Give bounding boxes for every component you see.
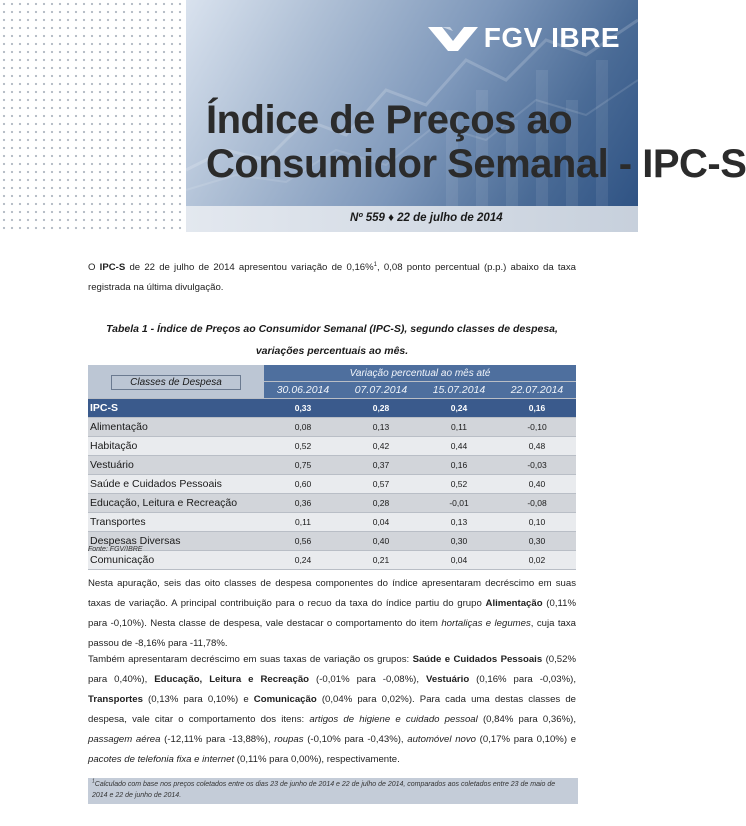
table-row [88,513,576,532]
table-source: Fonte: FGV/IBRE [88,546,143,553]
footnote [92,779,572,801]
group-name: Alimentação [485,598,543,609]
cell-value: 0,13 [342,418,420,437]
cell-value: 0,04 [420,551,498,570]
report-banner [0,0,746,232]
cell-value: 0,57 [342,475,420,494]
body-text: (0,52% para 0,40%), [88,654,576,685]
table-row [88,418,576,437]
intro-ipcs: IPC-S [99,262,126,273]
row-label: Transportes [88,513,264,532]
table-caption-line1: Tabela 1 - Índice de Preços ao Consumidor Semanal (IPC-S), segundo classes de despesa, [106,323,558,335]
body-text: (0,04% para 0,02%). Para cada uma destas classes de despesa, vale citar o comportamento dos itens: [88,694,576,725]
header-group: Variação percentual ao mês até [264,365,576,382]
intro-paragraph [88,258,576,298]
dot-pattern [0,0,200,232]
cell-value: 0,30 [420,532,498,551]
cell-value: 0,24 [264,551,342,570]
cell-value: 0,28 [342,494,420,513]
cell-value: 0,52 [264,437,342,456]
cell-value: 0,40 [342,532,420,551]
body-text: (0,11% para 0,00%), respectivamente. [234,754,400,765]
body-text: (-0,10% para -0,43%), [303,734,408,745]
page-title-line1: Índice de Preços ao [206,98,573,142]
cell-value: 0,36 [264,494,342,513]
cell-value: 0,16 [420,456,498,475]
issue-info: Nº 559 ♦ 22 de julho de 2014 [350,212,503,224]
group-name: Comunicação [253,694,317,705]
row-label: Saúde e Cuidados Pessoais [88,475,264,494]
body-text: (-12,11% para -13,88%), [160,734,275,745]
table-caption [88,318,576,362]
cell-value: 0,30 [498,532,576,551]
footnote-text: Calculado com base nos preços coletados entre os dias 23 de junho de 2014 e 22 de julho de 2014, comparados aos coletados entre 23 de maio de 2014 e 22 de junho de 2014. [92,781,556,799]
cell-value: 0,21 [342,551,420,570]
body-text: (0,11% para -0,10%). Nesta classe de despesa, vale destacar o comportamento do item [88,598,576,629]
brand-name: FGV IBRE [483,22,620,53]
cell-value: 0,75 [264,456,342,475]
header-date: 22.07.2014 [498,382,576,399]
table-row [88,437,576,456]
group-name: Vestuário [426,674,470,685]
table-row [88,456,576,475]
group-name: Saúde e Cuidados Pessoais [412,654,543,665]
price-index-table [88,365,576,570]
cell-value: 0,48 [498,437,576,456]
group-name: Educação, Leitura e Recreação [154,674,310,685]
cell-value: 0,33 [264,399,342,418]
body-text: (0,16% para -0,03%), [469,674,576,685]
body-text: (0,17% para 0,10%) e [476,734,577,745]
body-text: Também apresentaram decréscimo em suas taxas de variação os grupos: [88,654,413,665]
body-text: Nesta apuração, seis das oito classes de despesa componentes do índice apresentaram decréscimo em suas taxas de variação. A principal contribuição para o recuo da taxa do índice partiu do grupo [88,578,576,609]
cell-value: -0,10 [498,418,576,437]
cell-value: 0,16 [498,399,576,418]
intro-text: O [88,262,100,273]
row-label: Habitação [88,437,264,456]
header-classes [88,365,264,399]
table-header-row [88,365,576,382]
footnote-number: 1 [92,778,95,785]
table-row [88,475,576,494]
cell-value: 0,11 [420,418,498,437]
cell-value: 0,37 [342,456,420,475]
cell-value: 0,13 [420,513,498,532]
cell-value: 0,04 [342,513,420,532]
item-name: hortaliças e legumes [441,618,531,629]
header-date: 07.07.2014 [342,382,420,399]
table-row [88,494,576,513]
row-label: Alimentação [88,418,264,437]
header-date: 15.07.2014 [420,382,498,399]
header-classes-label: Classes de Despesa [111,375,241,390]
table-row [88,551,576,570]
cell-value: 0,24 [420,399,498,418]
item-name: automóvel novo [407,734,477,745]
intro-text: , 0,08 ponto percentual (p.p.) abaixo da taxa registrada na última divulgação. [88,262,577,293]
row-label: Vestuário [88,456,264,475]
cell-value: 0,10 [498,513,576,532]
cell-value: 0,52 [420,475,498,494]
table-caption-line2: variações percentuais ao mês. [255,345,409,357]
footnote-ref: 1 [373,261,378,268]
paragraph-summary [88,574,576,654]
item-name: pacotes de telefonia fixa e internet [88,754,235,765]
cell-value: 0,60 [264,475,342,494]
page-title-line2: Consumidor Semanal - IPC-S [206,142,746,186]
intro-text: de 22 de julho de 2014 apresentou variação de 0,16% [125,262,374,273]
row-label: IPC-S [88,399,264,418]
cell-value: 0,40 [498,475,576,494]
table-row-ipcs [88,399,576,418]
item-name: passagem aérea [88,734,161,745]
row-label: Comunicação [88,551,264,570]
header-date: 30.06.2014 [264,382,342,399]
cell-value: 0,56 [264,532,342,551]
item-name: artigos de higiene e cuidado pessoal [309,714,478,725]
fgv-logo-mark-icon [428,23,478,53]
cell-value: -0,08 [498,494,576,513]
paragraph-groups [88,650,576,770]
fgv-ibre-logo [428,22,620,54]
body-text: (0,84% para 0,36%), [477,714,576,725]
body-text: , cuja taxa passou de -8,16% para -11,78%. [88,618,576,649]
cell-value: 0,11 [264,513,342,532]
cell-value: -0,03 [498,456,576,475]
group-name: Transportes [88,694,143,705]
body-text: (0,13% para 0,10%) e [142,694,254,705]
row-label: Educação, Leitura e Recreação [88,494,264,513]
cell-value: 0,28 [342,399,420,418]
body-text: (-0,01% para -0,08%), [309,674,426,685]
cell-value: 0,42 [342,437,420,456]
cell-value: -0,01 [420,494,498,513]
row-label: Despesas Diversas [88,532,264,551]
cell-value: 0,44 [420,437,498,456]
item-name: roupas [274,734,304,745]
cell-value: 0,08 [264,418,342,437]
table-row [88,532,576,551]
cell-value: 0,02 [498,551,576,570]
